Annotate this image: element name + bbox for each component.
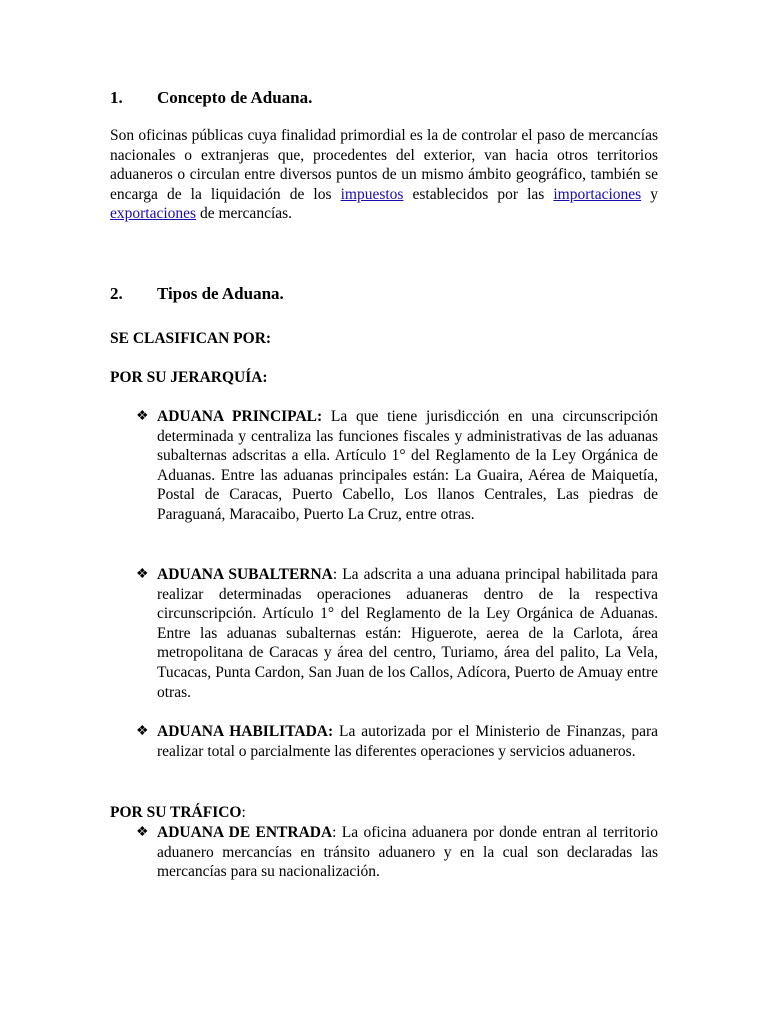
term-habilitada: ADUANA HABILITADA:	[157, 723, 334, 740]
term-entrada: ADUANA DE ENTRADA	[157, 824, 333, 841]
section-1-paragraph	[110, 126, 658, 224]
diamond-bullet-icon: ❖	[136, 724, 149, 739]
term-subalterna: ADUANA SUBALTERNA	[157, 566, 333, 583]
bullet-item-subalterna	[136, 565, 658, 702]
link-exportaciones[interactable]: exportaciones	[110, 205, 197, 223]
link-importaciones[interactable]: importaciones	[553, 185, 642, 203]
section-2-title: Tipos de Aduana.	[157, 284, 284, 303]
section-1-text-b: establecidos por las	[403, 185, 554, 203]
section-1-text-d: de mercancías.	[196, 205, 293, 223]
diamond-bullet-icon: ❖	[136, 825, 149, 840]
jerarquia-label: POR SU JERARQUÍA:	[110, 369, 268, 386]
classify-label: SE CLASIFICAN POR:	[110, 330, 272, 347]
section-1-number: 1.	[110, 88, 123, 107]
text-habilitada: La autorizada por el Ministerio de Finanzas, para realizar total o parcialmente las diferentes operaciones y servicios aduaneros.	[157, 723, 658, 760]
bullet-item-habilitada	[136, 722, 658, 761]
section-1-text-c: y	[641, 185, 658, 203]
trafico-label-colon: :	[241, 804, 246, 821]
diamond-bullet-icon: ❖	[136, 567, 149, 582]
text-entrada: : La oficina aduanera por donde entran al territorio aduanero mercancías en tránsito aduanero y en la cual son declaradas las mercancías para su nacionalización.	[157, 824, 658, 881]
term-principal: ADUANA PRINCIPAL:	[157, 408, 323, 425]
diamond-bullet-icon: ❖	[136, 409, 149, 424]
section-2-number: 2.	[110, 284, 123, 303]
section-1-title: Concepto de Aduana.	[157, 88, 313, 107]
bullet-item-principal	[136, 407, 658, 525]
trafico-label-text: POR SU TRÁFICO	[110, 804, 242, 821]
trafico-label	[110, 803, 246, 823]
section-1-heading	[110, 88, 312, 108]
text-principal: La que tiene jurisdicción en una circunscripción determinada y centraliza las funciones fiscales y administrativas de las aduanas subalternas adscritas a ella. Artículo 1° del Reglamento de la Ley Orgánica de Aduanas. Entre las aduanas principales están: La Guaira, Aérea de Maiquetía, Postal de Caracas, Puerto Cabello, Los llanos Centrales, Las piedras de Paraguaná, Maracaibo, Puerto La Cruz, entre otras.	[157, 408, 658, 523]
section-1-text-a: Son oficinas públicas cuya finalidad primordial es la de controlar el paso de mercancías nacionales o extranjeras que, procedentes del exterior, van hacia otros territorios aduaneros o circulan entre diversos puntos de un mismo ámbito geográfico, también se encarga de la liquidación de los	[110, 127, 658, 203]
section-2-heading	[110, 284, 284, 304]
bullet-item-entrada	[136, 823, 658, 882]
link-impuestos[interactable]: impuestos	[340, 185, 404, 203]
text-subalterna: : La adscrita a una aduana principal habilitada para realizar determinadas operaciones aduaneras dentro de la respectiva circunscripción. Artículo 1° del Reglamento de la Ley Orgánica de Aduanas. Entre las aduanas subalternas están: Higuerote, aerea de la Carlota, área metropolitana de Caracas y área del centro, Turiamo, área del palito, La Vela, Tucacas, Punta Cardon, San Juan de los Callos, Adícora, Puerto de Amuay entre otras.	[157, 566, 658, 701]
